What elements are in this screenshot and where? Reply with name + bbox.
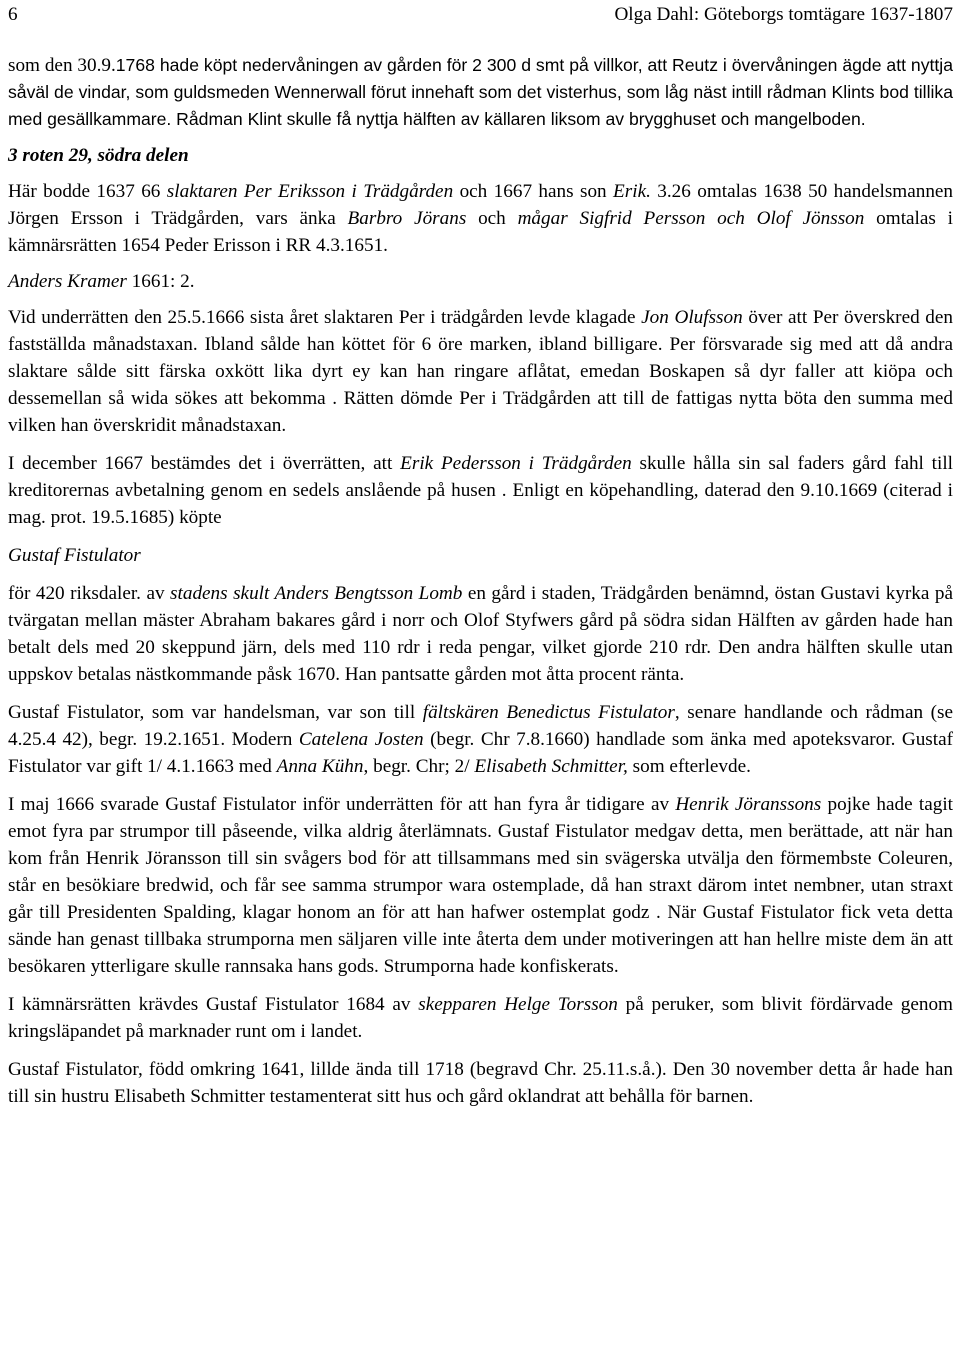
p7-italic-4: Elisabeth Schmitter, <box>474 756 628 777</box>
p9-text-1: I kämnärsrätten krävdes Gustaf Fistulator 1684 av <box>8 994 419 1015</box>
p4-text-1: Vid underrätten den 25.5.1666 sista året slaktaren Per i trädgården levde klagade <box>8 307 642 328</box>
paragraph-6 <box>8 580 953 688</box>
p2-italic-2: Erik. <box>613 181 651 202</box>
p2-italic-4: mågar Sigfrid Persson och Olof Jönsson <box>517 208 865 229</box>
p4-italic-1: Jon Olufsson <box>641 307 743 328</box>
p3-text-1: 1661: 2. <box>126 271 195 292</box>
p7-text-5: som efterlevde. <box>627 756 751 777</box>
paragraph-3 <box>8 268 953 295</box>
p1-text-b: 1768 hade köpt nedervåningen av gården för 2 300 d smt på villkor, att Reutz i övervåningen ägde att nyttja såväl de vindar, som guldsmeden Wennerwall förut innehaft som det visterhus, som låg näst intill rådman Klints bod tillika med gesällkammare. Rådman Klint skulle få nyttja hälften av källaren liksom av brygghuset och mangelboden. <box>8 55 953 129</box>
p7-italic-3: Anna Kühn <box>276 756 364 777</box>
p2-text-4: och <box>466 208 518 229</box>
p8-text-2: pojke hade tagit emot fyra par strumpor till påseende, vilka aldrig återlämnats. Gustaf Fistulator medgav detta, men berättade, att när han kom från Henrik Jöransson till sin svågers bod för att tillsammans med sin svägerska utvälja den förmembste Coleuren, står en besökiare bredwid, och får see samma strumpor wara ostemplade, då han straxt därom intet nembner, utan straxt går till Presidenten Spalding, klagar honom an för att han hafwer ostemplat godz . När Gustaf Fistulator fick veta detta sände han genast tillbaka strumporna men säljaren ville inte återta dem under motiveringen att han hellre miste dem än att besökaren ytterligare skulle rannsaka hans gods. Strumporna hade konfiskerats. <box>8 794 953 977</box>
page-body <box>8 52 953 1121</box>
paragraph-1 <box>8 52 953 133</box>
p2-text-5: omtalas i kämnärsrätten 1654 Peder Erisson i RR 4.3.1651. <box>8 208 953 256</box>
section-heading <box>8 142 953 169</box>
p6-text-2: en gård i staden, Trädgården benämnd, östan Gustavi kyrka på tvärgatan mellan mäster Abraham bakares gård i norr och Olof Styfwers gård på södra sidan Hälften av gården hade han betalt dels med 20 skeppund järn, dels med 110 rdr i reda pengar, vilket gjorde 210 rdr. Den andra hälften skulle utan uppskov betalas nästkommande påsk 1670. Han pantsatte gården mot åtta procent ränta. <box>8 583 953 685</box>
p10-text-1: Gustaf Fistulator, född omkring 1641, lillde ända till 1718 (begravd Chr. 25.11.s.å.). Den 30 november detta år hade han till sin hustru Elisabeth Schmitter testamenterat sitt hus och gård oklandrat att behålla för barnen. <box>8 1059 953 1107</box>
p7-italic-2: Catelena Josten <box>298 729 424 750</box>
p9-italic-1: skepparen Helge Torsson <box>418 994 618 1015</box>
p7-text-3: (begr. Chr 7.8.1660) handlade som änka med apoteksvaror. Gustaf Fistulator var gift 1/ 4.1.1663 med <box>8 729 954 777</box>
paragraph-4 <box>8 304 953 439</box>
p8-text-1: I maj 1666 svarade Gustaf Fistulator inför underrätten för att han fyra år tidigare av <box>8 794 676 815</box>
section-heading-text: 3 roten 29, södra delen <box>8 145 189 166</box>
p7-text-2: , senare handlande och rådman (se 4.25.4 42), begr. 19.2.1651. Modern <box>8 702 954 750</box>
p5-italic-1: Erik Pedersson i Trädgården <box>400 453 632 474</box>
p2-italic-3: Barbro Jörans <box>347 208 467 229</box>
p2-italic-1: slaktaren Per Eriksson i Trädgården <box>166 181 454 202</box>
p1-text-a: som den 30.9. <box>8 55 116 76</box>
paragraph-5 <box>8 450 953 531</box>
p7-text-1: Gustaf Fistulator, som var handelsman, var son till <box>8 702 423 723</box>
p8-italic-1: Henrik Jöranssons <box>675 794 822 815</box>
p6-text-1: för 420 riksdaler. av <box>8 583 171 604</box>
paragraph-10 <box>8 1056 953 1110</box>
p7-italic-1: fältskären Benedictus Fistulator <box>422 702 675 723</box>
p9-text-2: på peruker, som blivit fördärvade genom kringsläpandet på marknader runt om i landet. <box>8 994 953 1042</box>
paragraph-9 <box>8 991 953 1045</box>
paragraph-8 <box>8 791 953 980</box>
p2-text-2: och 1667 hans son <box>453 181 614 202</box>
running-title: Olga Dahl: Göteborgs tomtägare 1637-1807 <box>614 4 953 25</box>
p2-text-1: Här bodde 1637 66 <box>8 181 167 202</box>
page-number: 6 <box>8 4 18 25</box>
p5-text-2: skulle hålla sin sal faders gård fahl till kreditorernas avbetalning genom en sedels anslående på husen . Enligt en köpehandling, daterad den 9.10.1669 (citerad i mag. prot. 19.5.1685) köpte <box>8 453 954 528</box>
p4-text-2: över att Per överskred den fastställda månadstaxan. Ibland sålde han köttet för 6 öre marken, ibland billigare. Per försvarade sig med att då andra slaktare sålde sitt färska oxkött lika dyrt ey kan han ringare aflåtat, emedan Boskapen så dyr faller att kiöpa och dessemellan så wida sökes att bekomma . Rätten dömde Per i Trädgården att till de fattigas nytta böta den summa med vilken han överskridit månadstaxan. <box>8 307 953 436</box>
owner-name: Gustaf Fistulator <box>8 545 141 566</box>
owner-name-line <box>8 542 953 569</box>
p3-italic-1: Anders Kramer <box>8 271 127 292</box>
p5-text-1: I december 1667 bestämdes det i överrätten, att <box>8 453 401 474</box>
p2-text-3: 3.26 omtalas 1638 50 handelsmannen Jörgen Ersson i Trädgården, vars änka <box>8 181 954 229</box>
paragraph-2 <box>8 178 953 259</box>
p6-italic-1: stadens skult Anders Bengtsson Lomb <box>170 583 463 604</box>
page-header <box>8 0 953 30</box>
paragraph-7 <box>8 699 953 780</box>
p7-text-4: , begr. Chr; 2/ <box>363 756 475 777</box>
